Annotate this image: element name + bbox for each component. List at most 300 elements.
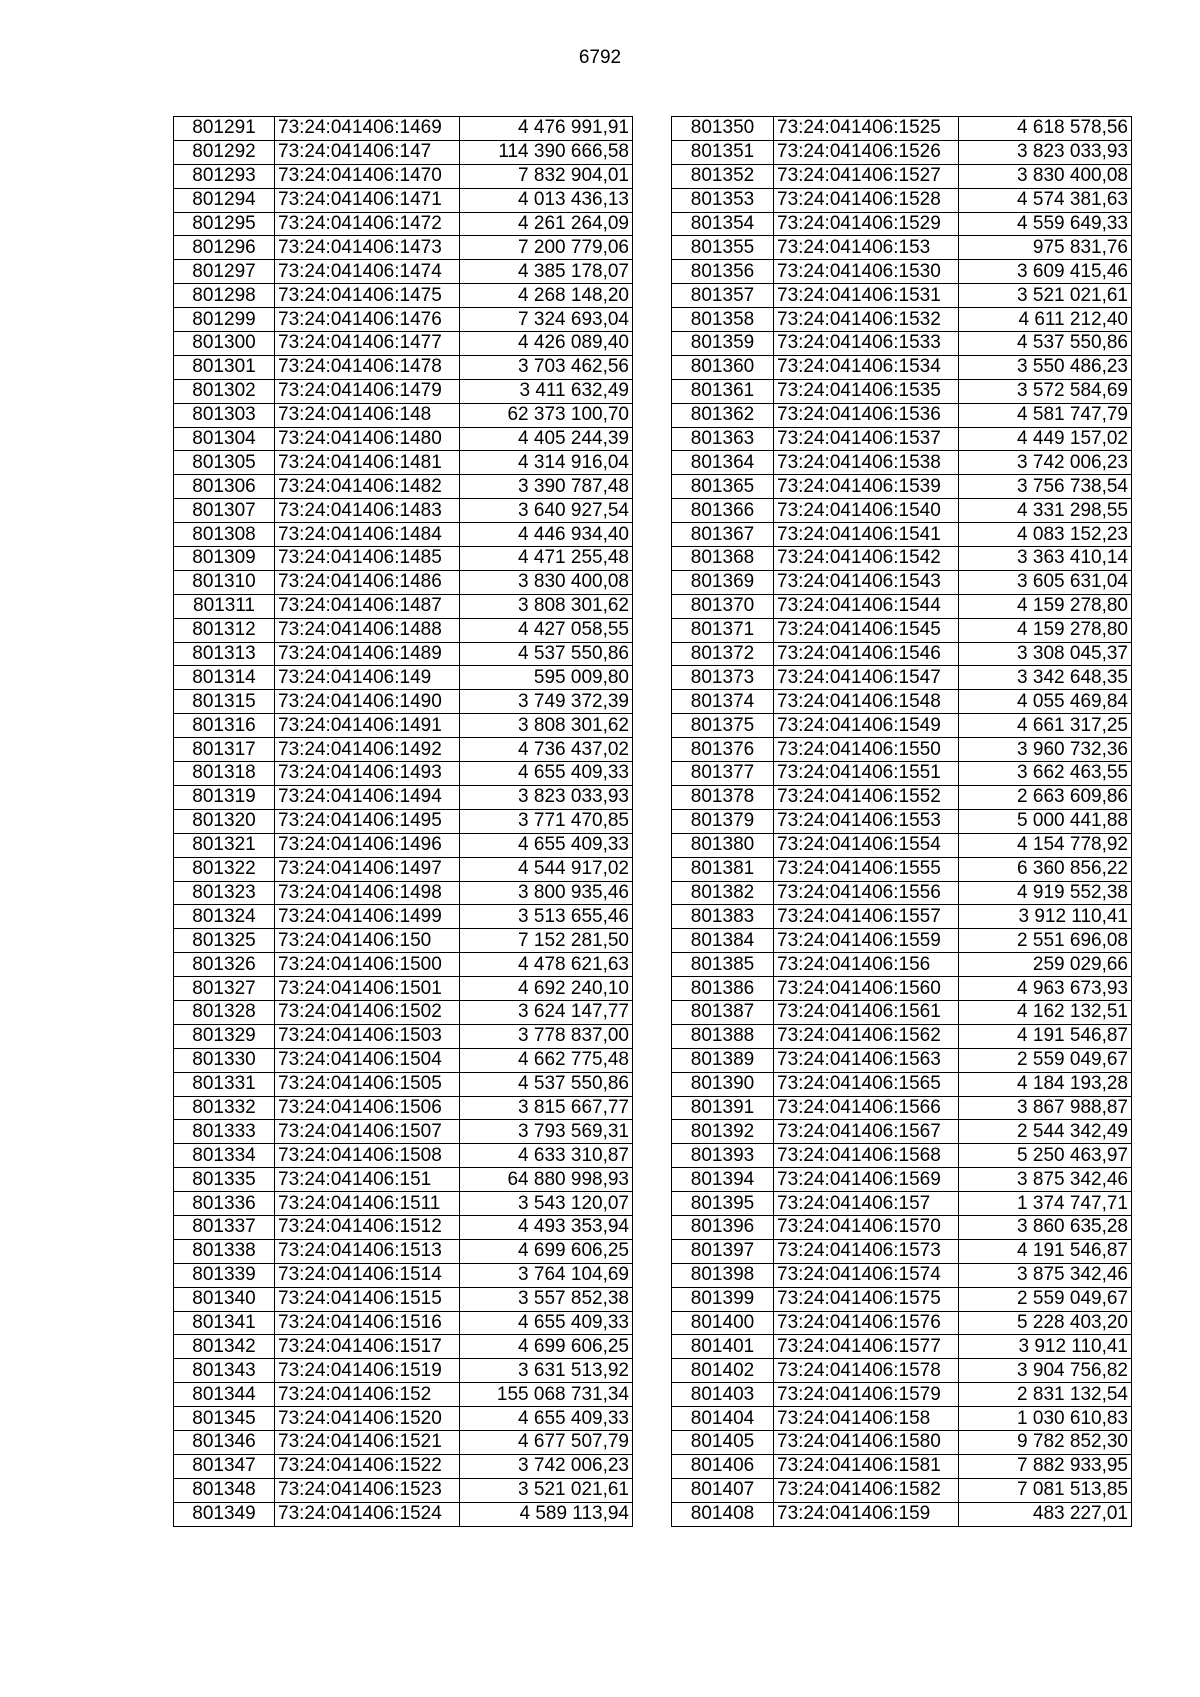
cadastral-number: 73:24:041406:1470 bbox=[275, 164, 460, 188]
row-number: 801324 bbox=[174, 905, 275, 929]
cadastral-number: 73:24:041406:1569 bbox=[774, 1168, 959, 1192]
table-row bbox=[174, 738, 633, 762]
cadastral-value: 6 360 856,22 bbox=[959, 857, 1132, 881]
table-row bbox=[174, 1239, 633, 1263]
row-number: 801309 bbox=[174, 547, 275, 571]
table-row bbox=[174, 1215, 633, 1239]
cadastral-value: 4 677 507,79 bbox=[460, 1430, 633, 1454]
cadastral-number: 73:24:041406:1532 bbox=[774, 308, 959, 332]
table-row bbox=[174, 475, 633, 499]
cadastral-number: 73:24:041406:1549 bbox=[774, 714, 959, 738]
cadastral-number: 73:24:041406:1491 bbox=[275, 714, 460, 738]
table-row bbox=[174, 355, 633, 379]
cadastral-number: 73:24:041406:1522 bbox=[275, 1454, 460, 1478]
row-number: 801320 bbox=[174, 809, 275, 833]
cadastral-number: 73:24:041406:1481 bbox=[275, 451, 460, 475]
row-number: 801325 bbox=[174, 929, 275, 953]
table-row bbox=[672, 1287, 1132, 1311]
cadastral-value: 3 342 648,35 bbox=[959, 666, 1132, 690]
table-row bbox=[672, 1192, 1132, 1216]
table-row bbox=[672, 1478, 1132, 1502]
cadastral-value: 4 493 353,94 bbox=[460, 1215, 633, 1239]
cadastral-value: 4 013 436,13 bbox=[460, 188, 633, 212]
row-number: 801382 bbox=[672, 881, 774, 905]
cadastral-number: 73:24:041406:1489 bbox=[275, 642, 460, 666]
cadastral-value: 4 449 157,02 bbox=[959, 427, 1132, 451]
cadastral-number: 73:24:041406:1475 bbox=[275, 284, 460, 308]
cadastral-value: 4 184 193,28 bbox=[959, 1072, 1132, 1096]
row-number: 801404 bbox=[672, 1407, 774, 1431]
table-row bbox=[174, 977, 633, 1001]
table-row bbox=[174, 881, 633, 905]
table-row bbox=[174, 833, 633, 857]
row-number: 801310 bbox=[174, 570, 275, 594]
cadastral-value: 4 314 916,04 bbox=[460, 451, 633, 475]
cadastral-value: 2 544 342,49 bbox=[959, 1120, 1132, 1144]
row-number: 801352 bbox=[672, 164, 774, 188]
table-row bbox=[672, 857, 1132, 881]
cadastral-value: 3 703 462,56 bbox=[460, 355, 633, 379]
row-number: 801390 bbox=[672, 1072, 774, 1096]
row-number: 801359 bbox=[672, 332, 774, 356]
table-row bbox=[672, 1096, 1132, 1120]
cadastral-number: 73:24:041406:1513 bbox=[275, 1239, 460, 1263]
table-row bbox=[174, 236, 633, 260]
cadastral-number: 73:24:041406:1480 bbox=[275, 427, 460, 451]
row-number: 801348 bbox=[174, 1478, 275, 1502]
row-number: 801356 bbox=[672, 260, 774, 284]
cadastral-number: 73:24:041406:159 bbox=[774, 1502, 959, 1526]
cadastral-value: 3 390 787,48 bbox=[460, 475, 633, 499]
row-number: 801322 bbox=[174, 857, 275, 881]
row-number: 801328 bbox=[174, 1000, 275, 1024]
cadastral-value: 4 655 409,33 bbox=[460, 1311, 633, 1335]
table-row bbox=[174, 499, 633, 523]
table-row bbox=[672, 738, 1132, 762]
cadastral-value: 3 662 463,55 bbox=[959, 762, 1132, 786]
cadastral-value: 3 742 006,23 bbox=[959, 451, 1132, 475]
cadastral-number: 73:24:041406:1570 bbox=[774, 1215, 959, 1239]
row-number: 801385 bbox=[672, 953, 774, 977]
cadastral-value: 3 912 110,41 bbox=[959, 905, 1132, 929]
cadastral-value: 3 756 738,54 bbox=[959, 475, 1132, 499]
table-row bbox=[174, 188, 633, 212]
cadastral-value: 4 537 550,86 bbox=[959, 332, 1132, 356]
table-row bbox=[672, 403, 1132, 427]
table-row bbox=[672, 1168, 1132, 1192]
cadastral-number: 73:24:041406:1474 bbox=[275, 260, 460, 284]
row-number: 801296 bbox=[174, 236, 275, 260]
table-row bbox=[672, 475, 1132, 499]
cadastral-number: 73:24:041406:1533 bbox=[774, 332, 959, 356]
cadastral-number: 73:24:041406:1508 bbox=[275, 1144, 460, 1168]
cadastral-value: 4 611 212,40 bbox=[959, 308, 1132, 332]
cadastral-value: 4 055 469,84 bbox=[959, 690, 1132, 714]
row-number: 801303 bbox=[174, 403, 275, 427]
cadastral-value: 4 589 113,94 bbox=[460, 1502, 633, 1526]
table-row bbox=[672, 427, 1132, 451]
row-number: 801317 bbox=[174, 738, 275, 762]
table-row bbox=[174, 164, 633, 188]
cadastral-value: 7 152 281,50 bbox=[460, 929, 633, 953]
cadastral-value: 1 030 610,83 bbox=[959, 1407, 1132, 1431]
cadastral-number: 73:24:041406:1501 bbox=[275, 977, 460, 1001]
cadastral-value: 3 543 120,07 bbox=[460, 1192, 633, 1216]
row-number: 801346 bbox=[174, 1430, 275, 1454]
cadastral-number: 73:24:041406:147 bbox=[275, 140, 460, 164]
row-number: 801305 bbox=[174, 451, 275, 475]
row-number: 801379 bbox=[672, 809, 774, 833]
cadastral-number: 73:24:041406:1547 bbox=[774, 666, 959, 690]
table-row bbox=[672, 1024, 1132, 1048]
cadastral-value: 4 537 550,86 bbox=[460, 642, 633, 666]
cadastral-number: 73:24:041406:1473 bbox=[275, 236, 460, 260]
cadastral-value: 4 736 437,02 bbox=[460, 738, 633, 762]
row-number: 801403 bbox=[672, 1383, 774, 1407]
row-number: 801339 bbox=[174, 1263, 275, 1287]
cadastral-value: 3 640 927,54 bbox=[460, 499, 633, 523]
cadastral-number: 73:24:041406:153 bbox=[774, 236, 959, 260]
row-number: 801321 bbox=[174, 833, 275, 857]
cadastral-value: 3 960 732,36 bbox=[959, 738, 1132, 762]
row-number: 801341 bbox=[174, 1311, 275, 1335]
row-number: 801361 bbox=[672, 379, 774, 403]
cadastral-number: 73:24:041406:1541 bbox=[774, 523, 959, 547]
table-row bbox=[672, 714, 1132, 738]
row-number: 801383 bbox=[672, 905, 774, 929]
cadastral-value: 5 228 403,20 bbox=[959, 1311, 1132, 1335]
table-row bbox=[672, 1454, 1132, 1478]
cadastral-number: 73:24:041406:1487 bbox=[275, 594, 460, 618]
cadastral-number: 73:24:041406:1486 bbox=[275, 570, 460, 594]
cadastral-value: 259 029,66 bbox=[959, 953, 1132, 977]
cadastral-number: 73:24:041406:1472 bbox=[275, 212, 460, 236]
cadastral-value: 3 631 513,92 bbox=[460, 1359, 633, 1383]
row-number: 801392 bbox=[672, 1120, 774, 1144]
cadastral-value: 4 446 934,40 bbox=[460, 523, 633, 547]
table-row bbox=[672, 1239, 1132, 1263]
row-number: 801357 bbox=[672, 284, 774, 308]
cadastral-number: 73:24:041406:1526 bbox=[774, 140, 959, 164]
table-row bbox=[174, 284, 633, 308]
table-row bbox=[174, 1383, 633, 1407]
table-row bbox=[174, 1502, 633, 1526]
cadastral-number: 73:24:041406:1492 bbox=[275, 738, 460, 762]
table-row bbox=[672, 547, 1132, 571]
row-number: 801373 bbox=[672, 666, 774, 690]
cadastral-value: 3 749 372,39 bbox=[460, 690, 633, 714]
row-number: 801293 bbox=[174, 164, 275, 188]
cadastral-number: 73:24:041406:1517 bbox=[275, 1335, 460, 1359]
cadastral-value: 3 764 104,69 bbox=[460, 1263, 633, 1287]
cadastral-number: 73:24:041406:1527 bbox=[774, 164, 959, 188]
cadastral-number: 73:24:041406:1504 bbox=[275, 1048, 460, 1072]
cadastral-number: 73:24:041406:1574 bbox=[774, 1263, 959, 1287]
cadastral-value: 3 521 021,61 bbox=[460, 1478, 633, 1502]
cadastral-number: 73:24:041406:1506 bbox=[275, 1096, 460, 1120]
row-number: 801388 bbox=[672, 1024, 774, 1048]
cadastral-number: 73:24:041406:1544 bbox=[774, 594, 959, 618]
cadastral-number: 73:24:041406:1545 bbox=[774, 618, 959, 642]
row-number: 801377 bbox=[672, 762, 774, 786]
cadastral-number: 73:24:041406:1471 bbox=[275, 188, 460, 212]
cadastral-number: 73:24:041406:1483 bbox=[275, 499, 460, 523]
row-number: 801376 bbox=[672, 738, 774, 762]
row-number: 801334 bbox=[174, 1144, 275, 1168]
cadastral-number: 73:24:041406:1469 bbox=[275, 117, 460, 141]
table-row bbox=[672, 355, 1132, 379]
cadastral-value: 7 200 779,06 bbox=[460, 236, 633, 260]
row-number: 801398 bbox=[672, 1263, 774, 1287]
row-number: 801338 bbox=[174, 1239, 275, 1263]
row-number: 801374 bbox=[672, 690, 774, 714]
table-row bbox=[174, 953, 633, 977]
table-row bbox=[672, 1000, 1132, 1024]
row-number: 801345 bbox=[174, 1407, 275, 1431]
right-register-table bbox=[671, 116, 1132, 1527]
cadastral-number: 73:24:041406:1516 bbox=[275, 1311, 460, 1335]
cadastral-value: 3 815 667,77 bbox=[460, 1096, 633, 1120]
table-row bbox=[174, 1192, 633, 1216]
row-number: 801329 bbox=[174, 1024, 275, 1048]
row-number: 801393 bbox=[672, 1144, 774, 1168]
row-number: 801301 bbox=[174, 355, 275, 379]
cadastral-number: 73:24:041406:1497 bbox=[275, 857, 460, 881]
cadastral-value: 3 513 655,46 bbox=[460, 905, 633, 929]
cadastral-number: 73:24:041406:1530 bbox=[774, 260, 959, 284]
table-row bbox=[672, 284, 1132, 308]
cadastral-number: 73:24:041406:1512 bbox=[275, 1215, 460, 1239]
row-number: 801369 bbox=[672, 570, 774, 594]
cadastral-value: 3 572 584,69 bbox=[959, 379, 1132, 403]
cadastral-value: 9 782 852,30 bbox=[959, 1430, 1132, 1454]
row-number: 801302 bbox=[174, 379, 275, 403]
table-row bbox=[174, 547, 633, 571]
table-row bbox=[672, 618, 1132, 642]
table-row bbox=[174, 1120, 633, 1144]
cadastral-number: 73:24:041406:1559 bbox=[774, 929, 959, 953]
cadastral-number: 73:24:041406:1520 bbox=[275, 1407, 460, 1431]
row-number: 801295 bbox=[174, 212, 275, 236]
row-number: 801337 bbox=[174, 1215, 275, 1239]
cadastral-number: 73:24:041406:150 bbox=[275, 929, 460, 953]
row-number: 801351 bbox=[672, 140, 774, 164]
cadastral-value: 62 373 100,70 bbox=[460, 403, 633, 427]
row-number: 801381 bbox=[672, 857, 774, 881]
cadastral-number: 73:24:041406:1536 bbox=[774, 403, 959, 427]
cadastral-number: 73:24:041406:1498 bbox=[275, 881, 460, 905]
cadastral-value: 3 363 410,14 bbox=[959, 547, 1132, 571]
row-number: 801336 bbox=[174, 1192, 275, 1216]
table-row bbox=[174, 1168, 633, 1192]
cadastral-number: 73:24:041406:1573 bbox=[774, 1239, 959, 1263]
table-row bbox=[174, 1478, 633, 1502]
row-number: 801375 bbox=[672, 714, 774, 738]
row-number: 801367 bbox=[672, 523, 774, 547]
cadastral-number: 73:24:041406:1479 bbox=[275, 379, 460, 403]
cadastral-value: 4 919 552,38 bbox=[959, 881, 1132, 905]
cadastral-value: 7 882 933,95 bbox=[959, 1454, 1132, 1478]
cadastral-value: 4 662 775,48 bbox=[460, 1048, 633, 1072]
cadastral-value: 483 227,01 bbox=[959, 1502, 1132, 1526]
table-row bbox=[672, 379, 1132, 403]
cadastral-value: 4 661 317,25 bbox=[959, 714, 1132, 738]
table-row bbox=[174, 1144, 633, 1168]
cadastral-value: 4 544 917,02 bbox=[460, 857, 633, 881]
row-number: 801387 bbox=[672, 1000, 774, 1024]
table-row bbox=[174, 762, 633, 786]
table-row bbox=[672, 451, 1132, 475]
cadastral-number: 73:24:041406:1500 bbox=[275, 953, 460, 977]
table-row bbox=[672, 1359, 1132, 1383]
row-number: 801400 bbox=[672, 1311, 774, 1335]
cadastral-number: 73:24:041406:1519 bbox=[275, 1359, 460, 1383]
row-number: 801292 bbox=[174, 140, 275, 164]
cadastral-number: 73:24:041406:1576 bbox=[774, 1311, 959, 1335]
row-number: 801304 bbox=[174, 427, 275, 451]
row-number: 801312 bbox=[174, 618, 275, 642]
cadastral-number: 73:24:041406:1548 bbox=[774, 690, 959, 714]
row-number: 801406 bbox=[672, 1454, 774, 1478]
row-number: 801319 bbox=[174, 785, 275, 809]
cadastral-value: 4 655 409,33 bbox=[460, 762, 633, 786]
row-number: 801366 bbox=[672, 499, 774, 523]
row-number: 801363 bbox=[672, 427, 774, 451]
cadastral-value: 3 875 342,46 bbox=[959, 1168, 1132, 1192]
table-row bbox=[672, 164, 1132, 188]
cadastral-number: 73:24:041406:1540 bbox=[774, 499, 959, 523]
row-number: 801360 bbox=[672, 355, 774, 379]
table-row bbox=[174, 332, 633, 356]
cadastral-value: 4 655 409,33 bbox=[460, 833, 633, 857]
row-number: 801368 bbox=[672, 547, 774, 571]
cadastral-number: 73:24:041406:1534 bbox=[774, 355, 959, 379]
cadastral-value: 4 331 298,55 bbox=[959, 499, 1132, 523]
table-row bbox=[672, 1430, 1132, 1454]
cadastral-value: 2 663 609,86 bbox=[959, 785, 1132, 809]
cadastral-value: 5 000 441,88 bbox=[959, 809, 1132, 833]
cadastral-number: 73:24:041406:1535 bbox=[774, 379, 959, 403]
cadastral-value: 3 605 631,04 bbox=[959, 570, 1132, 594]
row-number: 801355 bbox=[672, 236, 774, 260]
table-row bbox=[672, 1263, 1132, 1287]
row-number: 801308 bbox=[174, 523, 275, 547]
cadastral-value: 4 655 409,33 bbox=[460, 1407, 633, 1431]
row-number: 801354 bbox=[672, 212, 774, 236]
cadastral-value: 4 692 240,10 bbox=[460, 977, 633, 1001]
cadastral-number: 73:24:041406:1503 bbox=[275, 1024, 460, 1048]
table-row bbox=[174, 523, 633, 547]
cadastral-number: 73:24:041406:1523 bbox=[275, 1478, 460, 1502]
table-row bbox=[174, 1263, 633, 1287]
cadastral-value: 3 875 342,46 bbox=[959, 1263, 1132, 1287]
cadastral-value: 2 559 049,67 bbox=[959, 1048, 1132, 1072]
cadastral-value: 4 162 132,51 bbox=[959, 1000, 1132, 1024]
cadastral-value: 3 550 486,23 bbox=[959, 355, 1132, 379]
cadastral-value: 4 405 244,39 bbox=[460, 427, 633, 451]
cadastral-value: 4 476 991,91 bbox=[460, 117, 633, 141]
cadastral-value: 4 426 089,40 bbox=[460, 332, 633, 356]
table-row bbox=[672, 1335, 1132, 1359]
table-row bbox=[174, 1048, 633, 1072]
cadastral-value: 3 912 110,41 bbox=[959, 1335, 1132, 1359]
cadastral-value: 64 880 998,93 bbox=[460, 1168, 633, 1192]
cadastral-number: 73:24:041406:1554 bbox=[774, 833, 959, 857]
table-row bbox=[672, 212, 1132, 236]
row-number: 801358 bbox=[672, 308, 774, 332]
table-row bbox=[672, 1502, 1132, 1526]
table-row bbox=[174, 642, 633, 666]
cadastral-number: 73:24:041406:1493 bbox=[275, 762, 460, 786]
cadastral-value: 1 374 747,71 bbox=[959, 1192, 1132, 1216]
table-row bbox=[672, 1407, 1132, 1431]
cadastral-value: 4 191 546,87 bbox=[959, 1239, 1132, 1263]
row-number: 801395 bbox=[672, 1192, 774, 1216]
cadastral-value: 3 793 569,31 bbox=[460, 1120, 633, 1144]
left-table-body bbox=[174, 117, 633, 1527]
row-number: 801318 bbox=[174, 762, 275, 786]
cadastral-value: 3 521 021,61 bbox=[959, 284, 1132, 308]
cadastral-value: 4 618 578,56 bbox=[959, 117, 1132, 141]
row-number: 801349 bbox=[174, 1502, 275, 1526]
row-number: 801335 bbox=[174, 1168, 275, 1192]
table-row bbox=[672, 833, 1132, 857]
table-row bbox=[174, 929, 633, 953]
table-row bbox=[174, 403, 633, 427]
row-number: 801378 bbox=[672, 785, 774, 809]
row-number: 801327 bbox=[174, 977, 275, 1001]
cadastral-value: 3 742 006,23 bbox=[460, 1454, 633, 1478]
table-row bbox=[174, 451, 633, 475]
cadastral-number: 73:24:041406:1507 bbox=[275, 1120, 460, 1144]
row-number: 801365 bbox=[672, 475, 774, 499]
row-number: 801340 bbox=[174, 1287, 275, 1311]
row-number: 801401 bbox=[672, 1335, 774, 1359]
row-number: 801299 bbox=[174, 308, 275, 332]
cadastral-number: 73:24:041406:1550 bbox=[774, 738, 959, 762]
cadastral-value: 4 471 255,48 bbox=[460, 547, 633, 571]
cadastral-value: 3 808 301,62 bbox=[460, 714, 633, 738]
table-row bbox=[174, 905, 633, 929]
cadastral-value: 3 778 837,00 bbox=[460, 1024, 633, 1048]
cadastral-value: 3 823 033,93 bbox=[460, 785, 633, 809]
table-row bbox=[672, 690, 1132, 714]
cadastral-value: 2 559 049,67 bbox=[959, 1287, 1132, 1311]
table-row bbox=[672, 809, 1132, 833]
cadastral-number: 73:24:041406:1521 bbox=[275, 1430, 460, 1454]
row-number: 801402 bbox=[672, 1359, 774, 1383]
cadastral-value: 3 823 033,93 bbox=[959, 140, 1132, 164]
row-number: 801353 bbox=[672, 188, 774, 212]
table-row bbox=[174, 618, 633, 642]
cadastral-number: 73:24:041406:1575 bbox=[774, 1287, 959, 1311]
table-row bbox=[672, 1048, 1132, 1072]
table-row bbox=[672, 570, 1132, 594]
row-number: 801394 bbox=[672, 1168, 774, 1192]
row-number: 801391 bbox=[672, 1096, 774, 1120]
cadastral-value: 155 068 731,34 bbox=[460, 1383, 633, 1407]
table-row bbox=[174, 212, 633, 236]
cadastral-value: 4 191 546,87 bbox=[959, 1024, 1132, 1048]
table-row bbox=[174, 857, 633, 881]
table-row bbox=[672, 1311, 1132, 1335]
cadastral-number: 73:24:041406:1488 bbox=[275, 618, 460, 642]
cadastral-number: 73:24:041406:1525 bbox=[774, 117, 959, 141]
cadastral-number: 73:24:041406:149 bbox=[275, 666, 460, 690]
table-row bbox=[672, 929, 1132, 953]
cadastral-number: 73:24:041406:1511 bbox=[275, 1192, 460, 1216]
cadastral-number: 73:24:041406:1546 bbox=[774, 642, 959, 666]
